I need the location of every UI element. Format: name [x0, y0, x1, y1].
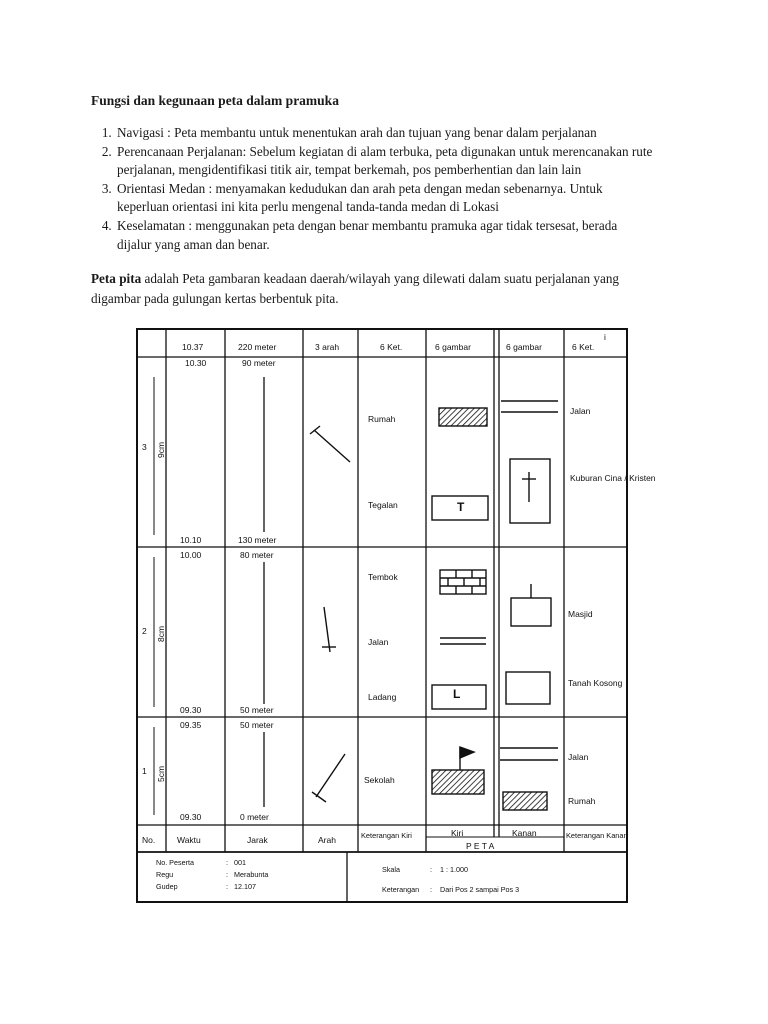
rumah-icon [439, 408, 487, 426]
peta-pita-paragraph [91, 269, 656, 309]
direction-arrow-icon [316, 754, 345, 797]
strip-map-figure [130, 322, 656, 904]
left-label: Tegalan [368, 500, 398, 510]
direction-arrow-icon [314, 430, 350, 462]
section-no: 3 [142, 442, 147, 452]
header-gambar-kiri: 6 gambar [435, 342, 471, 352]
direction-arrow-icon [324, 607, 330, 652]
tanah-kosong-icon [506, 672, 550, 704]
time-bottom: 10.10 [180, 535, 202, 545]
time-top: 10.00 [180, 550, 202, 560]
list-item [115, 217, 675, 254]
info-label: Keterangan [382, 885, 420, 894]
right-label: Jalan [570, 406, 591, 416]
ladang-symbol: L [453, 687, 461, 701]
footer-peta: P E T A [466, 841, 495, 851]
dist-top: 90 meter [242, 358, 276, 368]
right-label: Rumah [568, 796, 596, 806]
time-top: 10.30 [185, 358, 207, 368]
left-label: Ladang [368, 692, 397, 702]
header-gambar-kanan: 6 gambar [506, 342, 542, 352]
left-label: Rumah [368, 414, 396, 424]
footer-ket-kanan: Keterangan Kanan [566, 831, 628, 840]
time-bottom: 09.30 [180, 705, 202, 715]
list-item-text: keperluan orientasi ini kita perlu mengenal tanda-tanda medan di Lokasi [117, 199, 499, 215]
info-value: 12.107 [234, 882, 256, 891]
document-title: Fungsi dan kegunaan peta dalam pramuka [91, 93, 339, 108]
right-label [570, 473, 656, 483]
dist-top: 80 meter [240, 550, 274, 560]
kuburan-icon [510, 459, 550, 523]
header-waktu: 10.37 [182, 342, 204, 352]
time-bottom: 09.30 [180, 812, 202, 822]
info-colon: : [430, 865, 432, 874]
header-jarak: 220 meter [238, 342, 277, 352]
footer-no: No. [142, 835, 156, 845]
info-label: Skala [382, 865, 400, 874]
paragraph-text: adalah Peta gambaran keadaan daerah/wilayah yang dilewati dalam suatu perjalanan yang [141, 271, 620, 286]
list-item [115, 143, 675, 180]
sekolah-icon [432, 770, 484, 794]
list-item [115, 180, 675, 217]
info-colon: : [226, 858, 228, 867]
section-length: 5cm [156, 765, 166, 782]
dist-bottom: 130 meter [238, 535, 277, 545]
info-value: Dari Pos 2 sampai Pos 3 [440, 885, 520, 894]
footer-waktu: Waktu [177, 835, 201, 845]
list-item-text: Orientasi Medan : menyamakan kedudukan dan arah peta dengan medan sebenarnya. Untuk [117, 180, 603, 196]
rumah-icon [503, 792, 547, 810]
list-item-text: Keselamatan : menggunakan peta dengan benar membantu pramuka agar tidak tersesat, berada [117, 217, 618, 233]
list-item [115, 124, 675, 143]
dist-bottom: 50 meter [240, 705, 274, 715]
corner-mark: i [604, 332, 606, 342]
right-label: Jalan [568, 752, 589, 762]
section-length: 8cm [156, 625, 166, 642]
term-bold: Peta pita [91, 271, 142, 286]
left-label: Jalan [368, 637, 389, 647]
right-label-line: Kuburan Cina / Kristen [570, 473, 656, 483]
list-item-text: dijalur yang aman dan benar. [117, 236, 270, 252]
header-arah: 3 arah [315, 342, 340, 352]
section-length: 9cm [156, 441, 166, 458]
footer-kiri: Kiri [451, 828, 464, 838]
list-item-text: Perencanaan Perjalanan: Sebelum kegiatan di alam terbuka, peta digunakan untuk merencanakan rute [117, 143, 653, 159]
info-label: No. Peserta [156, 858, 194, 867]
right-label: Tanah Kosong [568, 678, 623, 688]
masjid-icon [511, 598, 551, 626]
info-value: Merabunta [234, 870, 269, 879]
left-label: Sekolah [364, 775, 395, 785]
list-item-text: Navigasi : Peta membantu untuk menentukan arah dan tujuan yang benar dalam perjalanan [117, 125, 597, 140]
info-label: Regu [156, 870, 174, 879]
left-label: Tembok [368, 572, 398, 582]
paragraph-text: digambar pada gulungan kertas berbentuk pita. [91, 291, 339, 306]
list-item-text: perjalanan, mengidentifikasi titik air, tempat berkemah, pos pemberhentian dan lain lain [117, 162, 582, 178]
section-no: 2 [142, 626, 147, 636]
info-label: Gudep [156, 882, 178, 891]
right-label: Masjid [568, 609, 593, 619]
tegalan-symbol: T [457, 500, 465, 514]
function-list [91, 124, 675, 254]
dist-bottom: 0 meter [240, 812, 269, 822]
header-ket: 6 Ket. [380, 342, 403, 352]
header-ket-kanan: 6 Ket. [572, 342, 595, 352]
footer-kanan: Kanan [512, 828, 537, 838]
info-colon: : [226, 882, 228, 891]
footer-jarak: Jarak [247, 835, 268, 845]
info-colon: : [226, 870, 228, 879]
section-no: 1 [142, 766, 147, 776]
info-colon: : [430, 885, 432, 894]
info-value: 001 [234, 858, 246, 867]
info-value: 1 : 1.000 [440, 865, 468, 874]
time-top: 09.35 [180, 720, 202, 730]
footer-ket-kiri: Keterangan Kiri [361, 831, 412, 840]
dist-top: 50 meter [240, 720, 274, 730]
tembok-icon [440, 570, 486, 594]
footer-arah: Arah [318, 835, 336, 845]
